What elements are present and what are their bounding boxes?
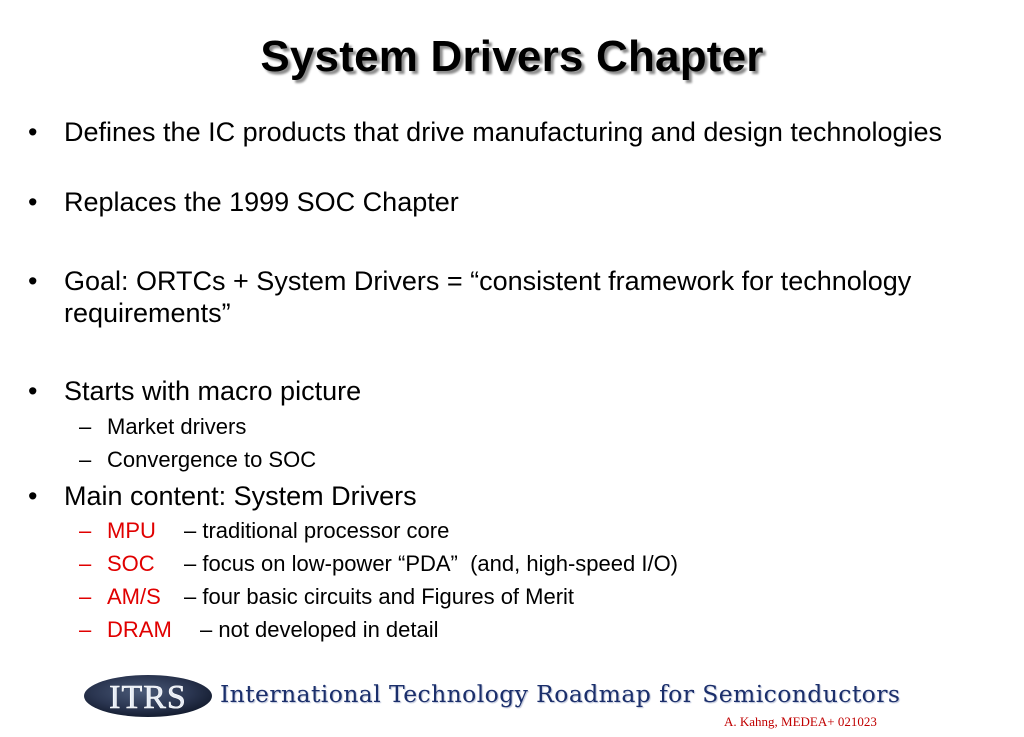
- itrs-logo: [82, 674, 214, 718]
- bullet-text: Main content: System Drivers: [64, 481, 417, 511]
- bullet-mark: •: [28, 117, 38, 147]
- sub-item-text: Convergence to SOC: [107, 447, 317, 472]
- bullet-mark: •: [28, 187, 38, 217]
- bullet-text: Replaces the 1999 SOC Chapter: [64, 187, 459, 217]
- driver-description: – not developed in detail: [200, 617, 439, 642]
- logo-text: ITRS: [109, 679, 187, 716]
- driver-description: – four basic circuits and Figures of Merit: [184, 584, 575, 609]
- slide-title: System Drivers Chapter: [260, 32, 764, 81]
- driver-label: SOC: [107, 551, 155, 576]
- dash-mark: –: [79, 617, 92, 642]
- bullet-text: Goal: ORTCs + System Drivers = “consistent framework for technology requirements”: [64, 266, 912, 328]
- author-credit: A. Kahng, MEDEA+ 021023: [724, 714, 877, 729]
- driver-description: – focus on low-power “PDA” (and, high-speed I/O): [184, 551, 679, 576]
- driver-description: – traditional processor core: [184, 518, 450, 543]
- dash-mark: –: [79, 584, 92, 609]
- bullet-mark: •: [28, 266, 38, 296]
- dash-mark: –: [79, 518, 92, 543]
- bullet-text: Defines the IC products that drive manufacturing and design technologies: [64, 117, 943, 147]
- roadmap-banner-title: International Technology Roadmap for Semiconductors: [220, 680, 901, 708]
- itrs-footer-banner: [80, 668, 926, 720]
- driver-label: DRAM: [107, 617, 172, 642]
- sub-item-text: Market drivers: [107, 414, 247, 439]
- driver-label: AM/S: [107, 584, 161, 609]
- dash-mark: –: [79, 551, 92, 576]
- dash-mark: –: [79, 447, 92, 472]
- bullet-mark: •: [28, 376, 38, 406]
- bullet-text: Starts with macro picture: [64, 376, 362, 406]
- driver-label: MPU: [107, 518, 156, 543]
- dash-mark: –: [79, 414, 92, 439]
- bullet-mark: •: [28, 481, 38, 511]
